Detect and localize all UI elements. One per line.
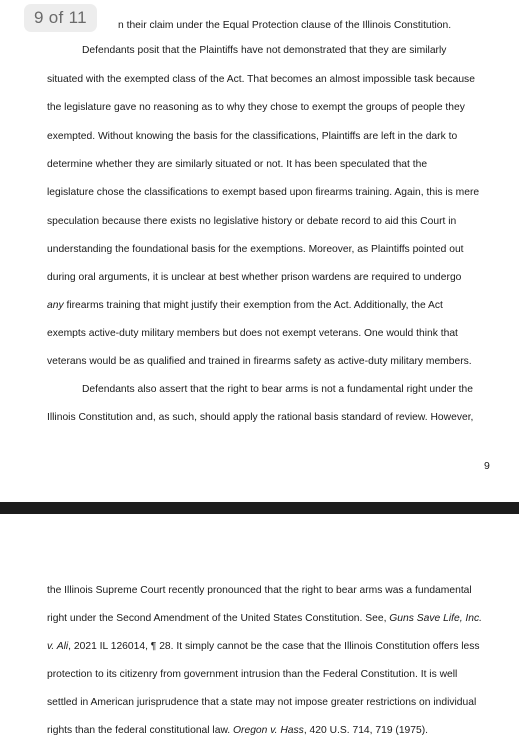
text-line: speculation because there exists no legislative history or debate record to aid this Court in — [47, 216, 457, 227]
text-line: during oral arguments, it is unclear at best whether prison wardens are required to undergo — [47, 272, 462, 283]
text-line — [47, 724, 428, 738]
text-line: n their claim under the Equal Protection clause of the Illinois Constitution. — [118, 20, 452, 31]
page-separator — [0, 502, 519, 514]
text-line: veterans would be as qualified and trained in firearms safety as active-duty military members. — [47, 356, 472, 367]
text-line: exempts active-duty military members but does not exempt veterans. One would think that — [47, 328, 458, 339]
text-segment: rights than the federal constitutional law. — [47, 725, 234, 736]
document-page-10 — [0, 514, 519, 750]
text-line: legislature chose the classifications to exempt based upon firearms training. Again, this is mere — [47, 187, 480, 198]
page-indicator-separator: of — [48, 8, 64, 27]
text-segment: right under the Second Amendment of the United States Constitution. See, — [47, 613, 390, 624]
text-line — [47, 640, 480, 654]
text-segment: , 2021 IL 126014, ¶ 28. It simply cannot be the case that the Illinois Constitution offers less — [68, 641, 480, 652]
emphasis-any: any — [47, 300, 64, 311]
text-line: exempted. Without knowing the basis for the classifications, Plaintiffs are left in the dark to — [47, 131, 458, 142]
text-line: situated with the exempted class of the Act. That becomes an almost impossible task because — [47, 74, 475, 85]
case-citation-italic: Guns Save Life, Inc. — [389, 613, 483, 624]
text-segment: , 420 U.S. 714, 719 (1975). — [303, 725, 429, 736]
page-indicator-total: 11 — [68, 8, 87, 27]
text-line: determine whether they are similarly situated or not. It has been speculated that the — [47, 159, 428, 170]
text-line-remainder: firearms training that might justify their exemption from the Act. Additionally, the Act — [66, 300, 443, 311]
text-line — [47, 299, 443, 313]
case-citation-italic: v. Ali — [47, 641, 69, 652]
cutoff-text-line — [60, 0, 500, 3]
text-line — [47, 612, 482, 626]
text-line: protection to its citizenry from government intrusion than the Federal Constitution. It is well — [47, 669, 458, 680]
text-line: settled in American jurisprudence that a state may not impose greater restrictions on individual — [47, 697, 477, 708]
text-line: the legislature gave no reasoning as to why they chose to exempt the groups of people they — [47, 102, 465, 113]
text-line: understanding the foundational basis for the exemptions. Moreover, as Plaintiffs pointed out — [47, 244, 464, 255]
text-line: the Illinois Supreme Court recently pronounced that the right to bear arms was a fundamental — [47, 585, 472, 596]
page-number: 9 — [484, 460, 490, 472]
paragraph-start-line: Defendants also assert that the right to bear arms is not a fundamental right under the — [82, 384, 473, 395]
case-citation-italic: Oregon v. Hass — [233, 725, 304, 736]
text-line: Illinois Constitution and, as such, should apply the rational basis standard of review. However, — [47, 412, 474, 423]
paragraph-start-line: Defendants posit that the Plaintiffs have not demonstrated that they are similarly — [82, 45, 447, 56]
page-indicator-badge — [24, 4, 97, 32]
page-indicator-current: 9 — [34, 8, 44, 27]
